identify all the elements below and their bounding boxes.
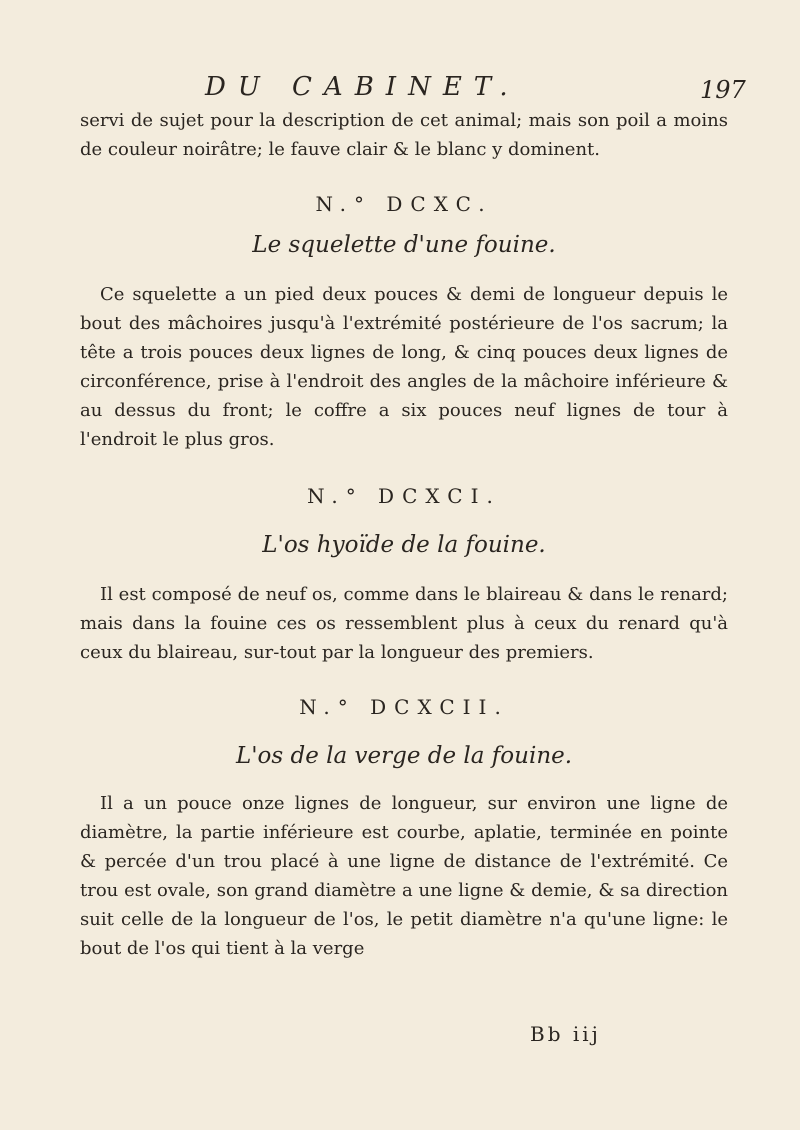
entry-number: N.° DCXCI.: [307, 484, 501, 508]
entry-title: Le squelette d'une fouine.: [252, 232, 556, 258]
page-number: 197: [700, 76, 746, 104]
paragraph: Il est composé de neuf os, comme dans le blaireau & dans le renard; mais dans la fouine ces os ressemblent plus à ceux du renard qu'à ceux du blaireau, sur-tout par la longueur des premiers.: [80, 584, 728, 663]
entry-number: N.° DCXC.: [315, 192, 493, 216]
paragraph-continuation: servi de sujet pour la description de cet animal; mais son poil a moins de couleur noirâtre; le fauve clair & le blanc y dominent.: [80, 110, 728, 160]
entry-number: N.° DCXCII.: [299, 695, 509, 719]
entry-title: L'os hyoïde de la fouine.: [262, 532, 546, 558]
signature-mark: Bb iij: [530, 1022, 601, 1046]
paragraph: Il a un pouce onze lignes de longueur, sur environ une ligne de diamètre, la partie inférieure est courbe, aplatie, terminée en pointe & percée d'un trou placé à une ligne de distance de l'extrémité. Ce trou est ovale, son grand diamètre a une ligne & demie, & sa direction suit celle de la longueur de l'os, le petit diamètre n'a qu'une ligne: le bout de l'os qui tient à la verge: [80, 793, 728, 959]
entry-title: L'os de la verge de la fouine.: [235, 743, 573, 769]
body-text: [80, 106, 728, 963]
running-head-title: DU CABINET.: [205, 72, 520, 102]
paragraph: Ce squelette a un pied deux pouces & demi de longueur depuis le bout des mâchoires jusqu'à l'extrémité postérieure de l'os sacrum; la tête a trois pouces deux lignes de long, & cinq pouces deux lignes de circonférence, prise à l'endroit des angles de la mâchoire inférieure & au dessus du front; le coffre a six pouces neuf lignes de tour à l'endroit le plus gros.: [80, 284, 728, 450]
